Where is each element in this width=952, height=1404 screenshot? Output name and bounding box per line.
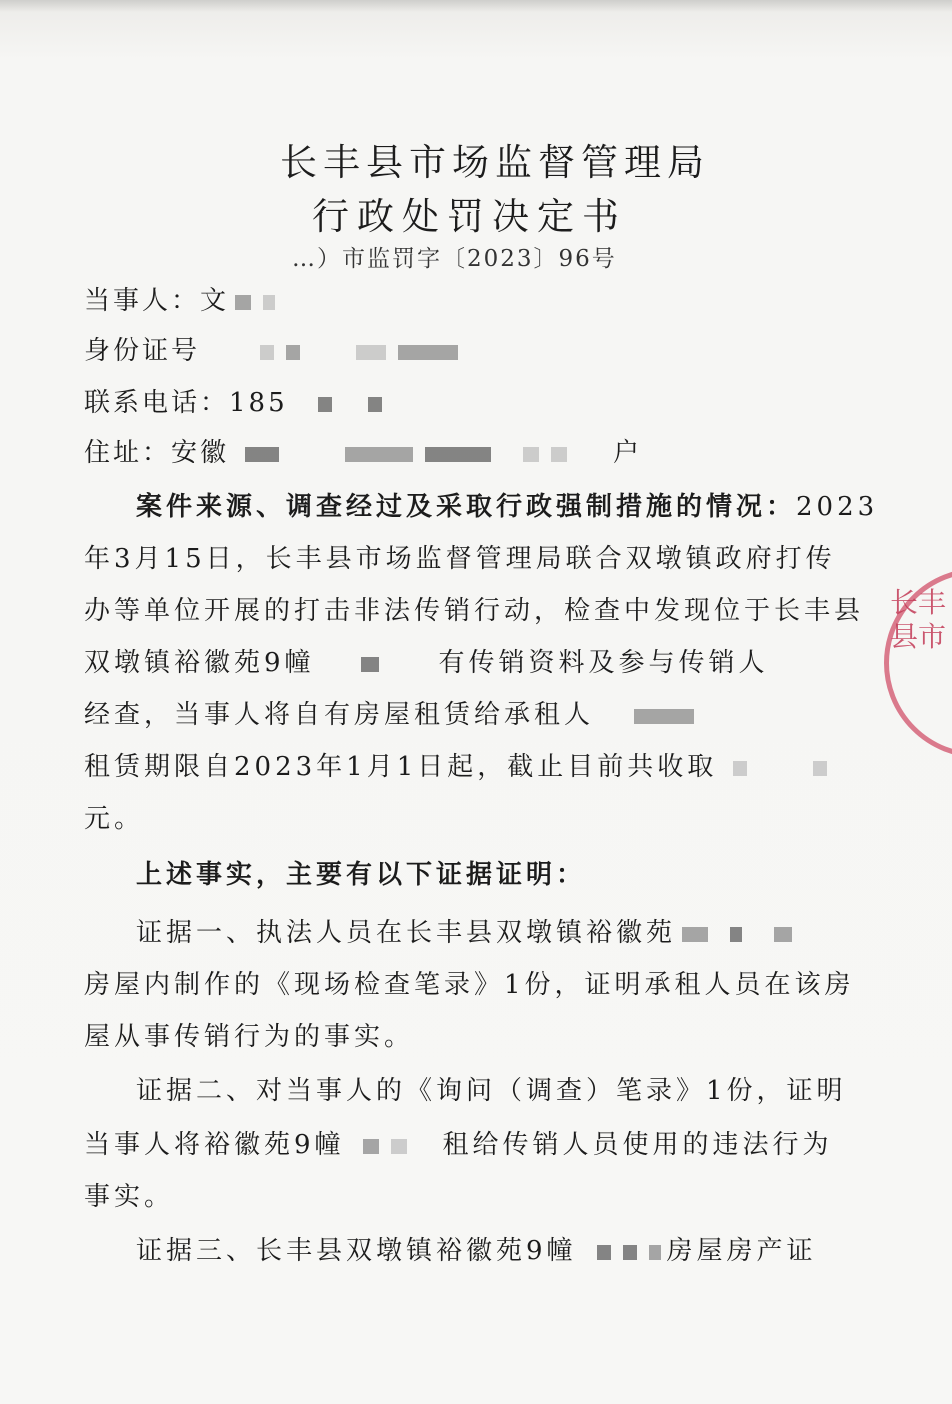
redaction-mask: [523, 447, 539, 462]
party-phone-label: 联系电话：: [84, 388, 230, 418]
case-line: 办等单位开展的打击非法传销行动，检查中发现位于长丰县: [84, 596, 865, 626]
redaction-mask: [813, 761, 827, 776]
evidence-2-line: 证据二、对当事人的《询问（调查）笔录》1份，证明: [136, 1076, 847, 1106]
redaction-mask: [235, 295, 251, 310]
redaction-mask: [263, 295, 275, 310]
case-address-end: 有传销资料及参与传销人: [438, 648, 769, 678]
redaction-mask: [551, 447, 567, 462]
party-address-label: 住址：: [84, 438, 172, 468]
official-seal-text: 长丰县市: [890, 586, 947, 653]
party-address-row: [84, 432, 642, 469]
evidence-1-line: 屋从事传销行为的事实。: [84, 1022, 415, 1052]
document-number: …）市监罚字〔2023〕96号: [292, 246, 617, 272]
redaction-mask: [649, 1245, 661, 1260]
party-address-tail: 户: [613, 438, 643, 468]
party-id-row: [84, 330, 464, 367]
redaction-mask: [356, 345, 386, 360]
case-line-lease: [84, 746, 833, 783]
evidence-2-line: 事实。: [84, 1182, 175, 1212]
evidence-1-line: [136, 912, 798, 949]
redaction-mask: [245, 447, 279, 462]
evidence-2-text-start: 当事人将裕徽苑9幢: [84, 1130, 345, 1160]
evidence-1-text: 证据一、执法人员在长丰县双墩镇裕徽苑: [136, 918, 677, 948]
case-line-tenant: [84, 694, 700, 731]
redaction-mask: [345, 447, 413, 462]
redaction-mask: [623, 1245, 637, 1260]
redaction-mask: [398, 345, 458, 360]
case-line: 元。: [84, 804, 145, 834]
redaction-mask: [597, 1245, 611, 1260]
case-heading: 案件来源、调查经过及采取行政强制措施的情况：: [136, 492, 797, 522]
evidence-3-line: [136, 1230, 817, 1267]
evidence-1-line: 房屋内制作的《现场检查笔录》1份，证明承租人员在该房: [84, 970, 855, 1000]
case-line: 年3月15日，长丰县市场监督管理局联合双墩镇政府打传: [84, 544, 836, 574]
document-title-type: 行政处罚决定书: [312, 195, 627, 238]
redaction-mask: [733, 761, 747, 776]
party-phone-row: [84, 382, 388, 419]
party-address-value: 安徽: [171, 438, 230, 468]
party-name-row: [84, 280, 281, 317]
redaction-mask: [774, 927, 792, 942]
party-name-label: 当事人：: [84, 286, 201, 316]
party-name-value: 文: [200, 286, 230, 316]
redaction-mask: [425, 447, 491, 462]
party-id-label: 身份证号: [84, 336, 201, 366]
evidence-heading: 上述事实，主要有以下证据证明：: [136, 860, 587, 890]
case-year: 2023: [796, 492, 879, 522]
evidence-2-text-end: 租给传销人员使用的违法行为: [442, 1130, 833, 1160]
redaction-mask: [730, 927, 742, 942]
party-phone-value: 185: [229, 388, 288, 418]
redaction-mask: [682, 927, 708, 942]
redaction-mask: [368, 397, 382, 412]
redaction-mask: [260, 345, 274, 360]
case-line-address: [84, 642, 769, 679]
document-title-agency: 长丰县市场监督管理局: [280, 141, 710, 184]
redaction-mask: [363, 1139, 379, 1154]
evidence-2-line: [84, 1124, 833, 1161]
evidence-3-text-start: 证据三、长丰县双墩镇裕徽苑9幢: [136, 1236, 577, 1266]
case-address-start: 双墩镇裕徽苑9幢: [84, 648, 315, 678]
evidence-3-text-end: 房屋房产证: [666, 1236, 817, 1266]
case-heading-row: [136, 486, 878, 523]
case-lease-text: 租赁期限自2023年1月1日起，截止目前共收取: [84, 752, 718, 782]
redaction-mask: [318, 397, 332, 412]
case-tenant-text: 经查，当事人将自有房屋租赁给承租人: [84, 700, 595, 730]
redaction-mask: [286, 345, 300, 360]
redaction-mask: [634, 709, 694, 724]
redaction-mask: [361, 657, 379, 672]
page-edge-shadow: [0, 0, 952, 12]
redaction-mask: [391, 1139, 407, 1154]
